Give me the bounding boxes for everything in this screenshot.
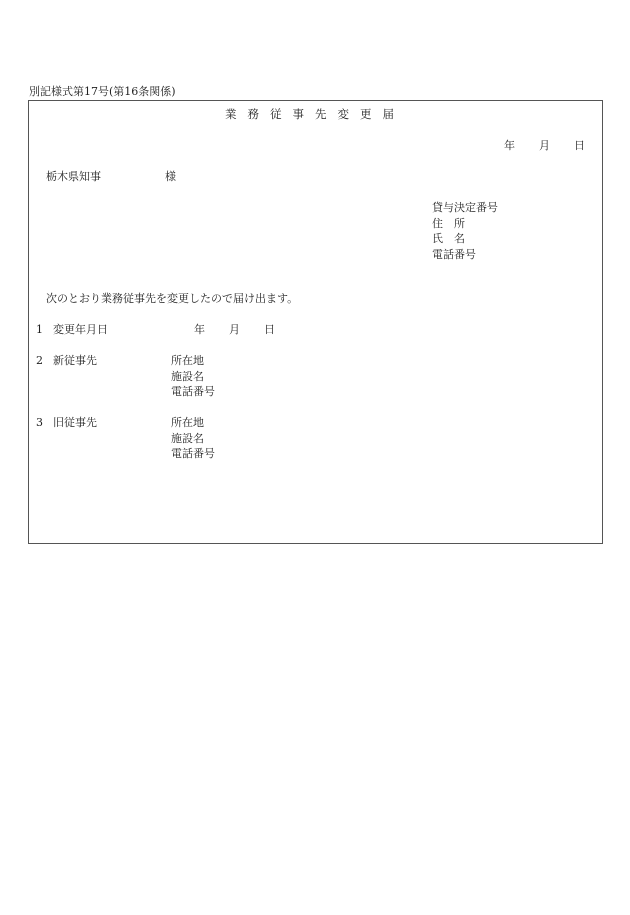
item-number: 1 <box>36 323 43 336</box>
document-title: 業務従事先変更届 <box>225 107 405 121</box>
date-day: 日 <box>574 139 585 152</box>
old-workplace-fields <box>171 417 215 464</box>
change-date-day: 日 <box>264 323 275 336</box>
new-workplace-facility-label: 施設名 <box>171 369 204 383</box>
applicant-block <box>432 202 498 264</box>
applicant-name-label: 氏 名 <box>432 232 465 245</box>
form-number: 別記様式第17号(第16条関係) <box>29 85 176 98</box>
change-date-month: 月 <box>229 323 240 336</box>
item-label-old-workplace: 旧従事先 <box>53 416 97 429</box>
form-frame <box>28 100 603 544</box>
addressee-honorific: 様 <box>165 170 176 183</box>
old-workplace-location-label: 所在地 <box>171 416 204 429</box>
intro-text: 次のとおり業務従事先を変更したので届け出ます。 <box>46 292 299 305</box>
old-workplace-facility-label: 施設名 <box>171 431 204 445</box>
submission-date <box>504 140 585 151</box>
item-number: 2 <box>36 354 43 367</box>
applicant-loan-number-label: 貸与決定番号 <box>432 201 498 214</box>
new-workplace-fields <box>171 355 215 402</box>
applicant-address-label: 住 所 <box>432 216 465 230</box>
date-year: 年 <box>504 139 515 152</box>
old-workplace-phone-label: 電話番号 <box>171 447 215 460</box>
item-label-new-workplace: 新従事先 <box>53 354 97 367</box>
change-date-year: 年 <box>194 323 205 336</box>
addressee-name: 栃木県知事 <box>46 170 101 183</box>
date-month: 月 <box>539 139 550 152</box>
applicant-phone-label: 電話番号 <box>432 247 476 261</box>
change-date <box>194 324 275 335</box>
new-workplace-phone-label: 電話番号 <box>171 385 215 398</box>
new-workplace-location-label: 所在地 <box>171 354 204 367</box>
item-label-change-date: 変更年月日 <box>53 323 108 336</box>
item-number: 3 <box>36 416 43 429</box>
